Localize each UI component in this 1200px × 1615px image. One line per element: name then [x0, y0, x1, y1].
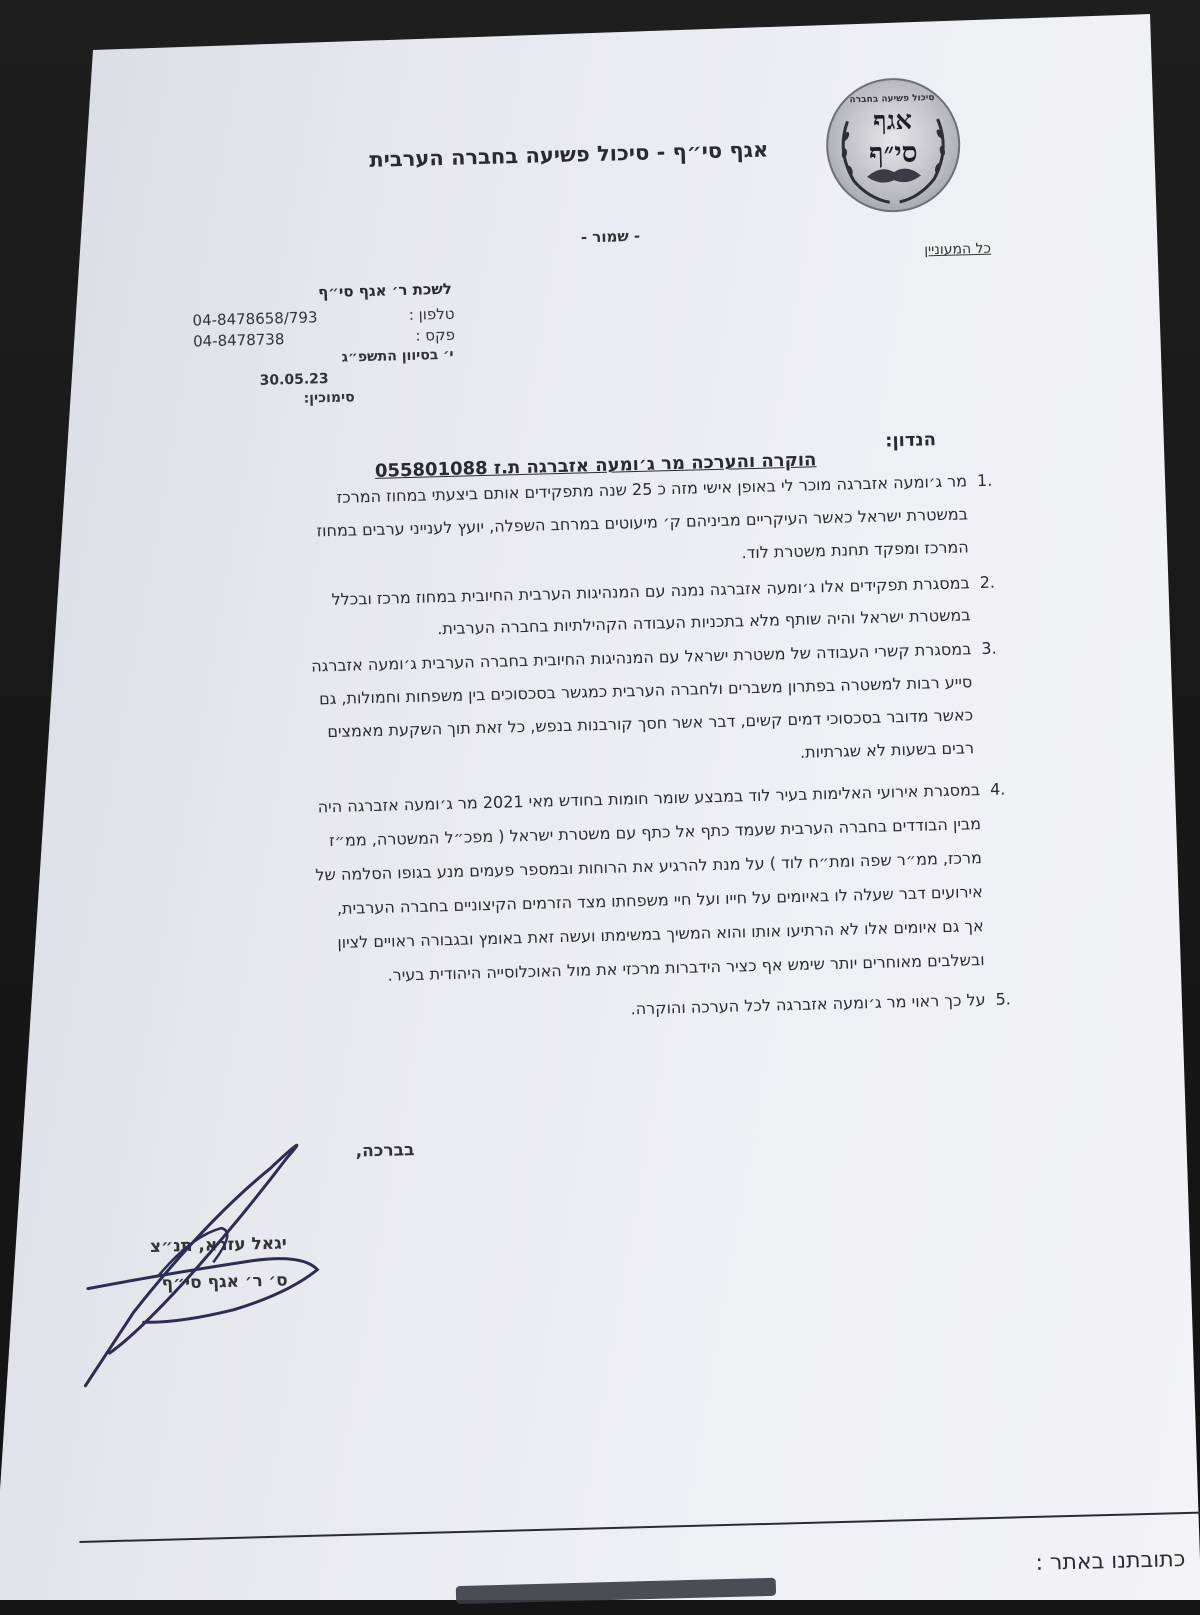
- paragraph-line: במסגרת קשרי העבודה של משטרת ישראל עם המנהיגות החיובית בחברה הערבית ג׳ומעה אזברגה: [311, 639, 972, 676]
- paragraph-number: 2.: [979, 572, 996, 593]
- paragraph-line: אירועים דבר שעלה לו באיומים על חייו ועל חיי משפחתו מצד הזרמים הקיצוניים בחברה הערבית,: [336, 882, 984, 918]
- hebrew-date: י׳ בסיוון התשפ״ג: [341, 346, 454, 366]
- paragraph-line: סייע רבות למשטרה בפתרון משברים ולחברה הערבית כמגשר בסכסוכים בין משפחות וחמולות, גם: [318, 672, 973, 709]
- paragraph-line: במסגרת תפקידים אלו ג׳ומעה אזברגה נמנה עם המנהיגות הערבית החיובית במחוז מרכז ובכלל: [331, 573, 970, 610]
- subject-line: הוקרה והערכה מר ג׳ומעה אזברגה ת.ז 055801088: [374, 449, 817, 482]
- paragraph-line: רבים בשעות לא שגרתיות.: [799, 738, 975, 762]
- phone-number: 04-8478658/793: [192, 308, 318, 330]
- paragraph-line: במשטרת ישראל והיה שותף מלא בתכניות העבודה הקהילתיות בחברה הערבית.: [436, 605, 971, 639]
- logo-text-bottom: סי״ף: [868, 135, 919, 170]
- paragraph-line: המרכז ומפקד תחנת משטרת לוד.: [741, 537, 969, 563]
- closing-greeting: בברכה,: [355, 1140, 415, 1162]
- paragraph-line: מר ג׳ומעה אזברגה מוכר לי באופן אישי מזה כ 25 שנה מתפקידים אותם ביצעתי במחוז המרכז: [336, 471, 968, 507]
- office-name: לשכת ר׳ אגף סי״ף: [317, 279, 453, 302]
- paragraph-number: 3.: [981, 638, 997, 659]
- fax-number: 04-8478738: [192, 330, 285, 351]
- logo-text-top: אגף: [872, 105, 913, 137]
- phone-label: טלפון :: [408, 304, 455, 324]
- paragraph-line: במשטרת ישראל כאשר העיקריים מביניהם ק׳ מיעוטים במרחב השפלה, יועץ לענייני ערבים במחוז: [316, 504, 969, 541]
- paragraph-line: מבין הבודדים בחברה הערבית שעמד כתף אל כתף עם משטרת ישראל ( מפכ״ל המשטרה, ממ״ז: [328, 814, 982, 851]
- footer-website-label: כתובתנו באתר :: [1035, 1547, 1186, 1576]
- fax-label: פקס :: [415, 325, 456, 345]
- signatory-title: ס׳ ר׳ אגף סי״ף: [161, 1270, 288, 1294]
- signatory-name: יגאל עזרא, תנ״צ: [149, 1233, 287, 1257]
- paragraph-line: אך גם איומים אלו לא הרתיעו אותו והוא המשיך במשימתו ועשה זאת באומץ ובגבורה ראויים לציון: [337, 916, 984, 952]
- paragraph-line: במסגרת אירועי האלימות בעיר לוד במבצע שומר חומות בחודש מאי 2021 מר ג׳ומעה אזברגה היה: [317, 780, 981, 817]
- paragraph-number: 4.: [989, 779, 1006, 799]
- gregorian-date: 30.05.23: [259, 371, 329, 389]
- paragraph-line: על כך ראוי מר ג׳ומעה אזברגה לכל הערכה והוקרה.: [630, 990, 986, 1019]
- subject-label: הנדון:: [884, 429, 937, 452]
- distribution-line: כל המעוניין: [924, 240, 992, 259]
- letterhead-title: אגף סי״ף - סיכול פשיעה בחברה הערבית: [369, 137, 769, 172]
- paragraph-number: 5.: [995, 989, 1012, 1009]
- paragraph-number: 1.: [976, 470, 993, 491]
- paragraph-line: מרכז, ממ״ר שפה ומת״ח לוד ) על מנת להרגיע את הרוחות ובמספר פעמים מנע בגופו הסלמה של: [315, 848, 983, 885]
- reference-label: סימוכין:: [303, 389, 355, 407]
- paragraph-line: ובשלבים מאוחרים יותר שימש אף כציר הידברות מרכזי את מול האוכלוסייה היהודית בעיר.: [387, 950, 985, 985]
- classification-label: - שמור -: [580, 226, 641, 247]
- logo-caption: סיכול פשיעה בחברה: [849, 93, 935, 106]
- paragraph-line: כאשר מדובר בסכסוכי דמים קשים, דבר אשר חסך קורבנות בנפש, כל זאת תוך השקעת מאמצים: [327, 705, 974, 742]
